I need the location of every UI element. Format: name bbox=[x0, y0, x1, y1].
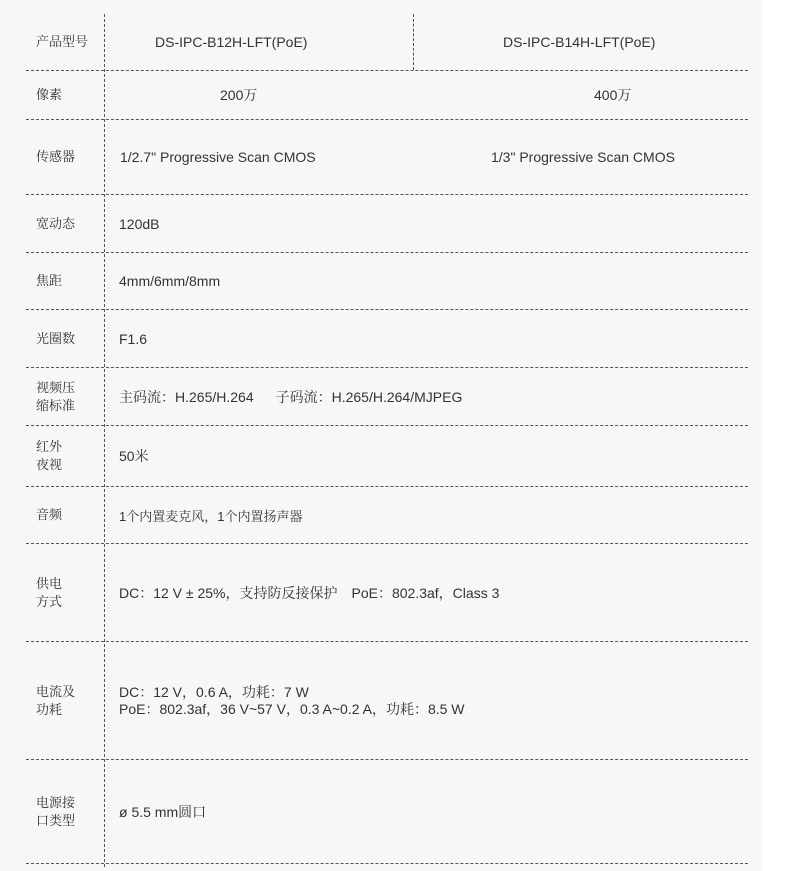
row-value: 4mm/6mm/8mm bbox=[119, 273, 221, 289]
main-stream: 主码流：H.265/H.264 bbox=[119, 388, 254, 405]
sensor-b12: 1/2.7" Progressive Scan CMOS bbox=[120, 149, 316, 165]
row-pixels bbox=[26, 71, 748, 120]
row-label: 传感器 bbox=[36, 149, 76, 164]
label-line: 功耗 bbox=[36, 701, 63, 717]
row-label: 宽动态 bbox=[36, 215, 76, 231]
row-value bbox=[119, 544, 748, 641]
power-dc: DC：12 V ± 25%，支持防反接保护 bbox=[119, 584, 338, 601]
row-label bbox=[36, 426, 100, 486]
row-value: 120dB bbox=[119, 215, 160, 232]
row-connector bbox=[26, 760, 748, 864]
label-line: 电流及 bbox=[36, 683, 76, 699]
model-b12: DS-IPC-B12H-LFT(PoE) bbox=[155, 34, 308, 50]
power-poe: PoE：802.3af，Class 3 bbox=[351, 584, 500, 601]
row-label bbox=[36, 642, 100, 759]
row-wdr bbox=[26, 195, 748, 253]
label-line: 视频压 bbox=[36, 379, 76, 395]
row-current bbox=[26, 642, 748, 760]
row-aperture bbox=[26, 310, 748, 368]
pixels-b12: 200万 bbox=[220, 87, 258, 103]
row-ir bbox=[26, 426, 748, 487]
row-value: 1个内置麦克风，1个内置扬声器 bbox=[119, 508, 303, 524]
label-line: 红外 bbox=[36, 439, 63, 454]
sub-stream: 子码流：H.265/H.264/MJPEG bbox=[275, 388, 463, 405]
label-line: 夜视 bbox=[36, 457, 63, 472]
row-label bbox=[36, 368, 100, 425]
row-label: 音频 bbox=[36, 507, 63, 522]
row-focal bbox=[26, 253, 748, 310]
sensor-b14: 1/3" Progressive Scan CMOS bbox=[491, 149, 675, 165]
row-label bbox=[36, 760, 100, 863]
row-label: 光圈数 bbox=[36, 330, 76, 346]
label-line: 口类型 bbox=[36, 812, 76, 828]
pixels-b14: 400万 bbox=[594, 87, 632, 103]
current-poe: PoE：802.3af，36 V~57 V，0.3 A~0.2 A，功耗：8.5 W bbox=[119, 700, 465, 717]
row-label: 焦距 bbox=[36, 273, 63, 288]
row-sensor bbox=[26, 120, 748, 195]
row-label: 产品型号 bbox=[36, 34, 89, 49]
row-label: 像素 bbox=[36, 87, 63, 102]
label-line: 方式 bbox=[36, 593, 63, 609]
row-value bbox=[119, 368, 748, 425]
row-model bbox=[26, 14, 748, 71]
row-value: ø 5.5 mm圆口 bbox=[119, 803, 207, 820]
row-compression bbox=[26, 368, 748, 426]
row-label bbox=[36, 544, 100, 641]
row-audio bbox=[26, 487, 748, 544]
label-line: 缩标准 bbox=[36, 397, 76, 413]
current-dc: DC：12 V，0.6 A，功耗：7 W bbox=[119, 683, 309, 700]
row-value: 50米 bbox=[119, 448, 149, 464]
label-line: 供电 bbox=[36, 575, 63, 591]
row-value: F1.6 bbox=[119, 330, 148, 347]
label-line: 电源接 bbox=[36, 794, 76, 810]
row-value bbox=[119, 642, 748, 759]
model-b14: DS-IPC-B14H-LFT(PoE) bbox=[503, 34, 656, 50]
row-power bbox=[26, 544, 748, 642]
